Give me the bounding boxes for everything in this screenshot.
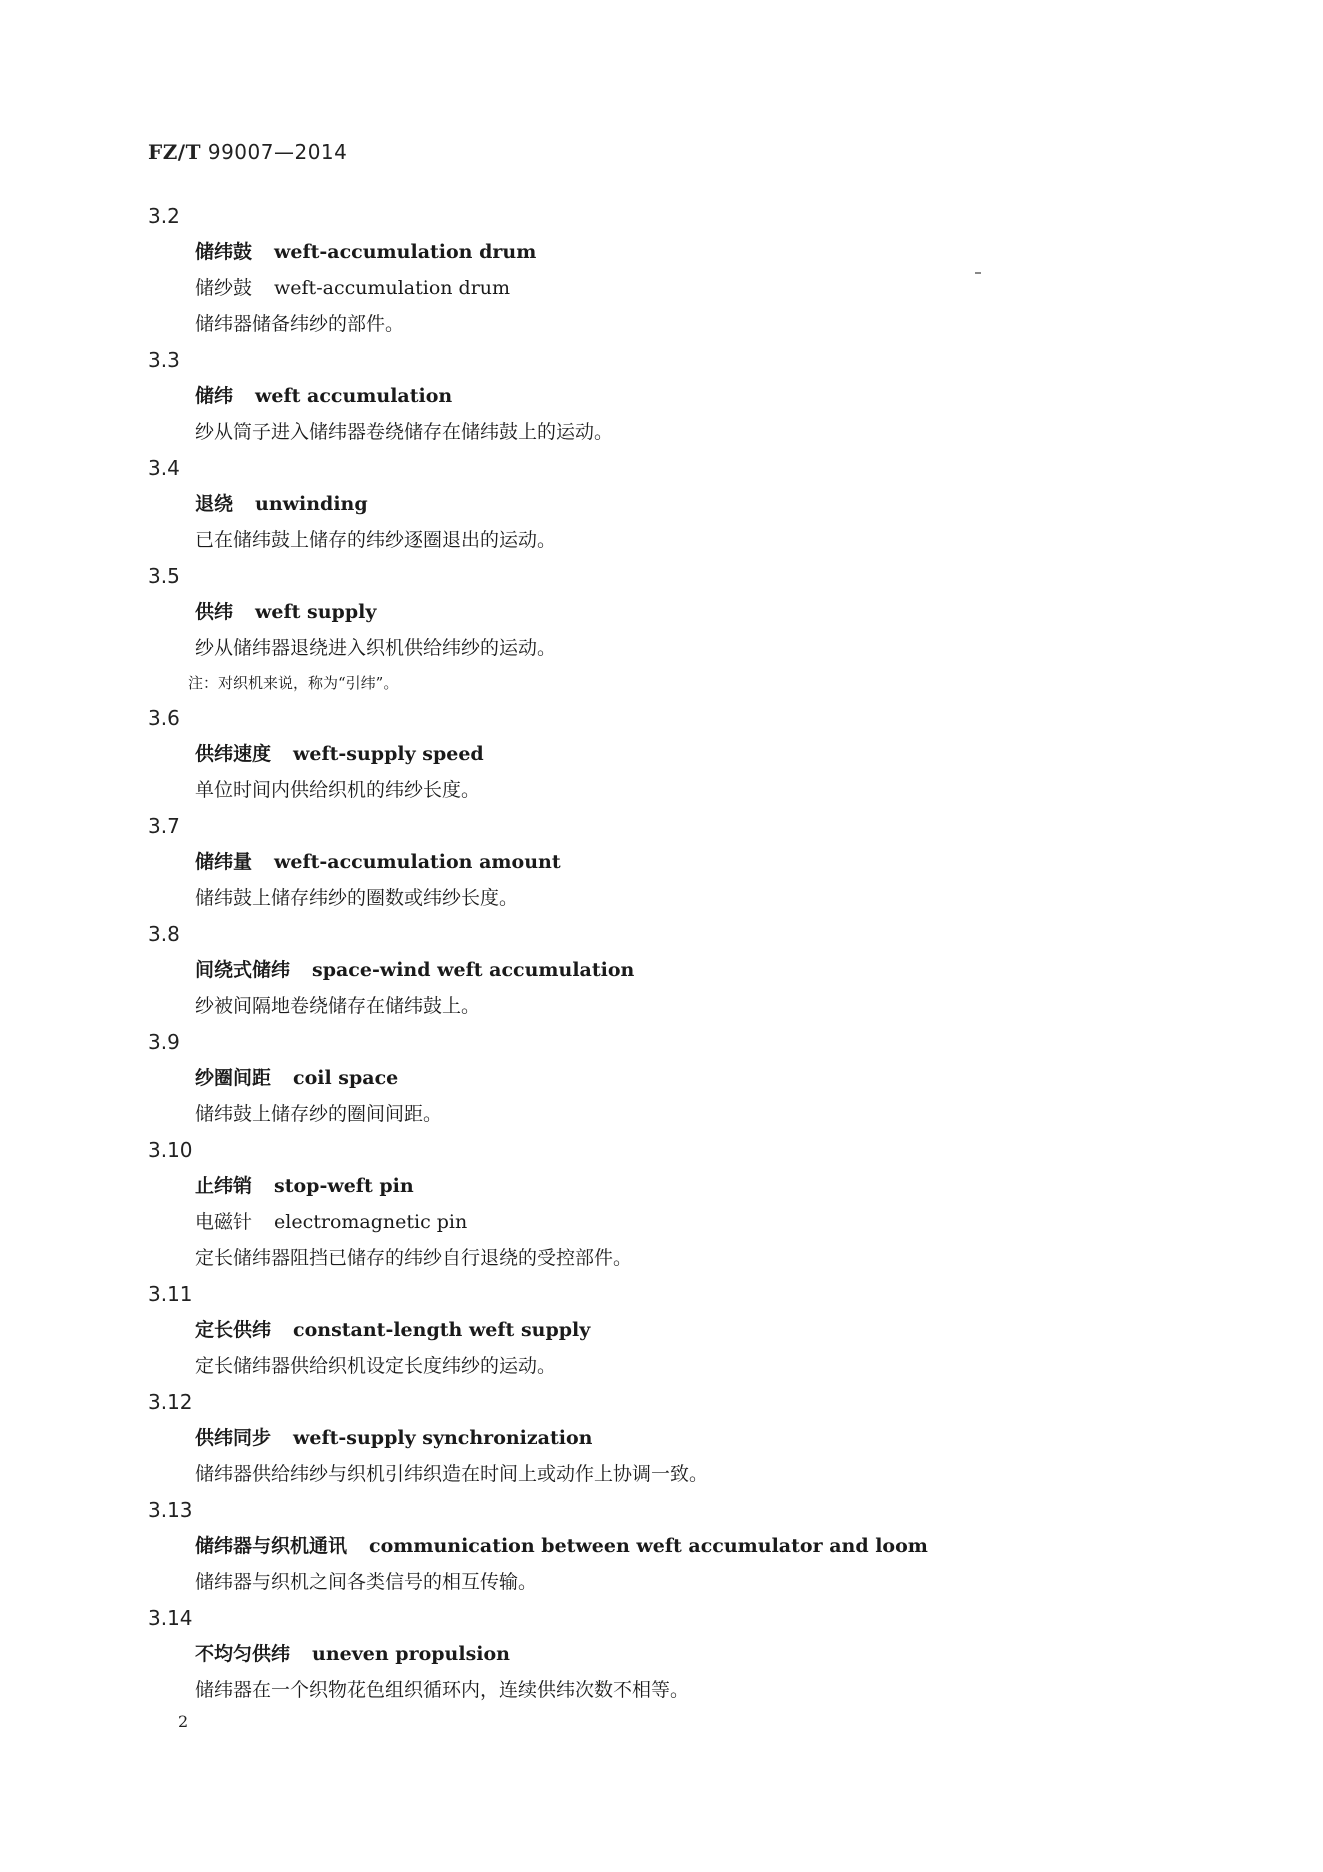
definition: 储纬鼓上储存纬纱的圈数或纬纱长度。 <box>195 887 519 909</box>
page-number: 2 <box>178 1712 189 1731</box>
term-en: weft-accumulation amount <box>274 851 561 873</box>
entry-number: 3.4 <box>148 456 180 480</box>
term-entry <box>148 808 1208 916</box>
term-line <box>148 1420 1208 1456</box>
definition: 单位时间内供给织机的纬纱长度。 <box>195 779 481 801</box>
synonym-cn: 电磁针 <box>195 1211 253 1233</box>
term-en: coil space <box>293 1067 399 1089</box>
term-cn: 储纬器与织机通讯 <box>195 1535 348 1557</box>
synonym-en: weft-accumulation drum <box>274 277 511 299</box>
term-line <box>148 234 1208 270</box>
term-en: constant-length weft supply <box>293 1319 591 1341</box>
term-en: weft-accumulation drum <box>274 241 537 263</box>
entry-number: 3.5 <box>148 564 180 588</box>
term-entry <box>148 916 1208 1024</box>
term-entry <box>148 450 1208 558</box>
term-entry <box>148 198 1208 342</box>
entry-number: 3.11 <box>148 1282 193 1306</box>
term-cn: 供纬速度 <box>195 743 272 765</box>
term-cn: 储纬鼓 <box>195 241 253 263</box>
synonym-line <box>148 1204 1208 1240</box>
term-cn: 退绕 <box>195 493 234 515</box>
definition: 纱从储纬器退绕进入织机供给纬纱的运动。 <box>195 637 557 659</box>
synonym-cn: 储纱鼓 <box>195 277 253 299</box>
entry-number: 3.6 <box>148 706 180 730</box>
term-en: stop-weft pin <box>274 1175 414 1197</box>
definition: 储纬器储备纬纱的部件。 <box>195 313 405 335</box>
term-cn: 不均匀供纬 <box>195 1643 291 1665</box>
term-en: weft supply <box>255 601 377 623</box>
synonym-en: electromagnetic pin <box>274 1211 468 1233</box>
term-line <box>148 486 1208 522</box>
term-line <box>148 736 1208 772</box>
term-en: weft-supply synchronization <box>293 1427 593 1449</box>
term-cn: 供纬 <box>195 601 234 623</box>
term-cn: 储纬 <box>195 385 234 407</box>
term-line <box>148 594 1208 630</box>
synonym-line <box>148 270 1208 306</box>
entry-number: 3.9 <box>148 1030 180 1054</box>
term-line <box>148 1060 1208 1096</box>
standard-header <box>148 140 347 164</box>
term-en: space-wind weft accumulation <box>312 959 635 981</box>
term-entry <box>148 1024 1208 1132</box>
definition: 纱被间隔地卷绕储存在储纬鼓上。 <box>195 995 481 1017</box>
term-en: weft accumulation <box>255 385 453 407</box>
term-en: unwinding <box>255 493 368 515</box>
entry-number: 3.12 <box>148 1390 193 1414</box>
term-line <box>148 952 1208 988</box>
term-en: communication between weft accumulator and loom <box>369 1535 928 1557</box>
term-en: weft-supply speed <box>293 743 484 765</box>
term-entry <box>148 558 1208 700</box>
term-entry <box>148 1492 1208 1600</box>
term-cn: 定长供纬 <box>195 1319 272 1341</box>
definition: 纱从筒子进入储纬器卷绕储存在储纬鼓上的运动。 <box>195 421 614 443</box>
term-cn: 供纬同步 <box>195 1427 272 1449</box>
entry-number: 3.14 <box>148 1606 193 1630</box>
note: 注：对织机来说，称为“引纬”。 <box>188 674 399 692</box>
term-cn: 储纬量 <box>195 851 253 873</box>
standard-code: FZ/T <box>148 140 201 164</box>
entry-number: 3.3 <box>148 348 180 372</box>
entry-number: 3.7 <box>148 814 180 838</box>
term-line <box>148 1168 1208 1204</box>
term-en: uneven propulsion <box>312 1643 510 1665</box>
term-entry <box>148 1276 1208 1384</box>
term-line <box>148 844 1208 880</box>
definition: 定长储纬器供给织机设定长度纬纱的运动。 <box>195 1355 557 1377</box>
definition: 储纬鼓上储存纱的圈间间距。 <box>195 1103 443 1125</box>
terms-list <box>148 198 1208 1708</box>
term-cn: 纱圈间距 <box>195 1067 272 1089</box>
term-line <box>148 1636 1208 1672</box>
term-entry <box>148 1132 1208 1276</box>
entry-number: 3.13 <box>148 1498 193 1522</box>
term-cn: 间绕式储纬 <box>195 959 291 981</box>
term-entry <box>148 1600 1208 1708</box>
entry-number: 3.2 <box>148 204 180 228</box>
term-line <box>148 378 1208 414</box>
term-cn: 止纬销 <box>195 1175 253 1197</box>
definition: 储纬器在一个织物花色组织循环内，连续供纬次数不相等。 <box>195 1679 690 1701</box>
term-line <box>148 1312 1208 1348</box>
term-entry <box>148 700 1208 808</box>
entry-number: 3.10 <box>148 1138 193 1162</box>
term-entry <box>148 1384 1208 1492</box>
entry-number: 3.8 <box>148 922 180 946</box>
term-line <box>148 1528 1208 1564</box>
definition: 已在储纬鼓上储存的纬纱逐圈退出的运动。 <box>195 529 557 551</box>
standard-number: 99007—2014 <box>207 140 348 164</box>
term-entry <box>148 342 1208 450</box>
definition: 定长储纬器阻挡已储存的纬纱自行退绕的受控部件。 <box>195 1247 633 1269</box>
definition: 储纬器供给纬纱与织机引纬织造在时间上或动作上协调一致。 <box>195 1463 709 1485</box>
definition: 储纬器与织机之间各类信号的相互传输。 <box>195 1571 538 1593</box>
